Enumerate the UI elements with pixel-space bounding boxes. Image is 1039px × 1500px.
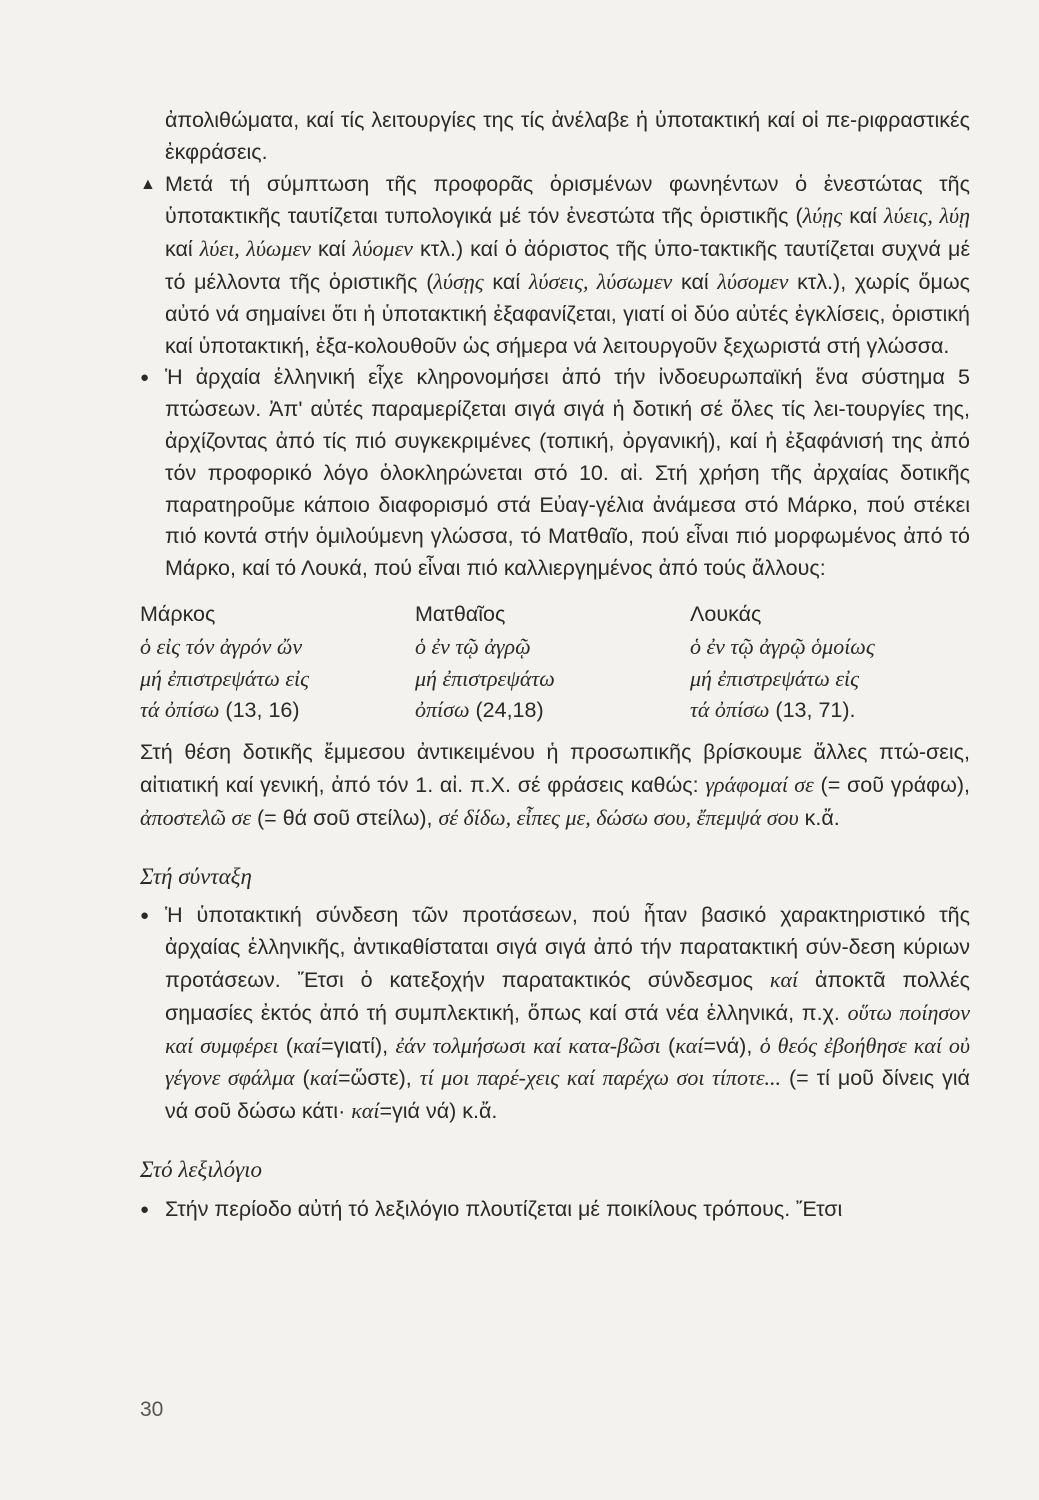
paragraph-3 (140, 362, 970, 585)
verse-ref: (13, 16) (219, 698, 300, 723)
quote-line: ὁ ἐν τῷ ἀγρῷ (415, 633, 531, 659)
paragraph-6 (140, 1194, 970, 1226)
dot-bullet-icon: ● (140, 369, 150, 387)
verse-ref: (24,18) (469, 698, 544, 723)
quote-line: μή ἐπιστρεψάτω (415, 665, 555, 691)
gospel-name: Μάρκος (140, 601, 216, 626)
section-heading-vocabulary: Στό λεξιλόγιο (140, 1156, 263, 1182)
paragraph-5-text: Ἡ ὑποτακτική σύνδεση τῶν προτάσεων, πού ἦταν βασικό χαρακτηριστικό τῆς ἀρχαίας ἑλληνικῆς, ἀντικαθίσταται σιγά σιγά ἀπό τήν παρατακτική σύν-δεση κύριων προτάσεων. Ἔτσι ὁ κατεξοχήν παρατακτικός σύνδεσμος καί ἀποκτᾶ πολλές σημασίες ἐκτός ἀπό τή συμπλεκτική, ὅπως καί στά νέα ἑλληνικά, π.χ. οὕτω ποίησον καί συμφέρει (καί=γιατί), ἐάν τολμήσωσι καί κατα-βῶσι (καί=νά), ὁ θεός ἐβοήθησε καί οὐ γέγονε σφάλμα (καί=ὥστε), τί μοι παρέ-χεις καί παρέχω σοι τίποτε... (= τί μοῦ δίνεις γιά νά σοῦ δώσω κάτι· καί=γιά νά) κ.ἄ. (165, 903, 971, 1124)
page-body (140, 105, 970, 1226)
quote-line: τά ὀπίσω (13, 71). (690, 697, 856, 723)
paragraph-4-text: Στή θέση δοτικῆς ἔμμεσου ἀντικειμένου ἡ προσωπικῆς βρίσκουμε ἄλλες πτώ-σεις, αἰτιατική καί γενική, ἀπό τόν 1. αἰ. π.Χ. σέ φράσεις καθώς: γράφομαί σε (= σοῦ γράφω), ἀποστελῶ σε (= θά σοῦ στείλω), σέ δίδω, εἶπες με, δώσω σου, ἔπεμψά σου κ.ἄ. (140, 740, 970, 830)
gospel-column-mark (140, 599, 415, 727)
verse-ref: (13, 71). (769, 698, 856, 723)
paragraph-5 (140, 900, 970, 1128)
quote-line: ὁ εἰς τόν ἀγρόν ὤν (140, 633, 303, 659)
gospel-column-matthew (415, 599, 690, 727)
quote-line: ὁ ἐν τῷ ἀγρῷ ὁμοίως (690, 633, 875, 659)
dot-bullet-icon: ● (140, 907, 150, 925)
paragraph-2-text: Μετά τή σύμπτωση τῆς προφορᾶς ὁρισμένων φωνηέντων ὁ ἐνεστώτας τῆς ὑποτακτικῆς ταυτίζεται τυπολογικά μέ τόν ἐνεστώτα τῆς ὁριστικῆς (λύῃς καί λύεις, λύῃ καί λύει, λύωμεν καί λύομεν κτλ.) καί ὁ ἀόριστος τῆς ὑπο-τακτικῆς ταυτίζεται συχνά μέ τό μέλλοντα τῆς ὁριστικῆς (λύσῃς καί λύσεις, λύσωμεν καί λύσομεν κτλ.), χωρίς ὅμως αὐτό νά σημαίνει ὅτι ἡ ὑποτακτική ἐξαφανίζεται, γιατί οἱ δύο αὐτές ἐγκλίσεις, ὁριστική καί ὑποτακτική, ἐξα-κολουθοῦν ὡς σήμερα νά λειτουργοῦν ξεχωριστά στή γλώσσα. (165, 171, 971, 358)
gospel-name: Λουκάς (690, 601, 762, 626)
paragraph-4 (140, 737, 970, 834)
quote-line: ὀπίσω (24,18) (415, 697, 544, 723)
gospel-comparison (140, 599, 970, 727)
dot-bullet-icon: ● (140, 1200, 150, 1218)
gospel-name: Ματθαῖος (415, 601, 506, 626)
paragraph-1 (140, 105, 970, 169)
paragraph-6-text: Στήν περίοδο αὐτή τό λεξιλόγιο πλουτίζεται μέ ποικίλους τρόπους. Ἔτσι (165, 1196, 843, 1221)
page-number: 30 (140, 1398, 164, 1421)
quote-line: μή ἐπιστρεψάτω εἰς (140, 665, 310, 691)
paragraph-1-text: ἀπολιθώματα, καί τίς λειτουργίες της τίς ἀνέλαβε ἡ ὑποτακτική καί οἱ πε-ριφραστικές ἐκφράσεις. (165, 108, 970, 164)
paragraph-3-text: Ἡ ἀρχαία ἑλληνική εἶχε κληρονομήσει ἀπό τήν ἰνδοευρωπαϊκή ἕνα σύστημα 5 πτώσεων. Ἀπ' αὐτές παραμερίζεται σιγά σιγά ἡ δοτική σέ ὅλες τίς λει-τουργίες της, ἀρχίζοντας ἀπό τίς πιό συγκεκριμένες (τοπική, ὀργανική), καί ἡ ἐξαφάνισή της ἀπό τόν προφορικό λόγο ὁλοκληρώνεται στό 10. αἰ. Στή χρήση τῆς ἀρχαίας δοτικῆς παρατηροῦμε κάποιο διαφορισμό στά Εὐαγ-γέλια ἀνάμεσα στό Μάρκο, πού στέκει πιό κοντά στήν ὁμιλούμενη γλώσσα, τό Ματθαῖο, πού εἶναι πιό μορφωμένος ἀπό τό Μάρκο, καί τό Λουκά, πού εἶναι πιό καλλιεργημένος ἀπό τούς ἄλλους: (165, 365, 970, 581)
triangle-bullet-icon: ▲ (140, 175, 156, 193)
section-heading-syntax: Στή σύνταξη (140, 863, 252, 889)
paragraph-2 (140, 169, 970, 363)
quote-line: μή ἐπιστρεψάτω εἰς (690, 665, 860, 691)
quote-line: τά ὀπίσω (13, 16) (140, 697, 300, 723)
gospel-column-luke (690, 599, 965, 727)
